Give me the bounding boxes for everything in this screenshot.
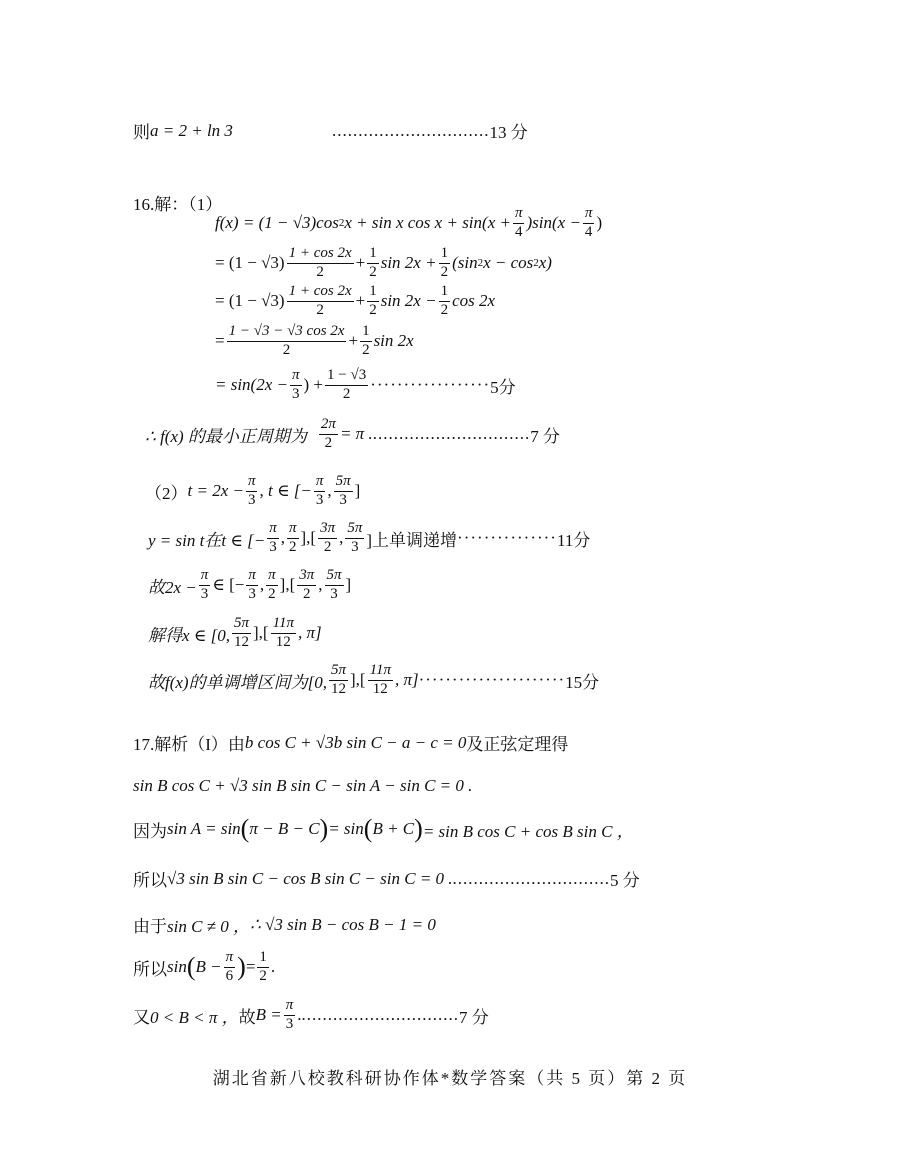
frac-num: π <box>314 474 326 492</box>
frac-den: 2 <box>316 301 324 318</box>
q16-step2 <box>215 284 495 319</box>
q17-l3-rp2: ) <box>414 814 423 843</box>
frac-den: 3 <box>351 538 359 555</box>
half-d <box>439 284 451 319</box>
frac-num: π <box>287 521 299 539</box>
frac-num: 3π <box>297 568 316 586</box>
five-pi-over-3-a <box>334 474 353 509</box>
gu-b: ∈ [− <box>212 575 245 595</box>
half-a <box>367 246 379 281</box>
frac-num: 1 + cos 2x <box>287 246 354 264</box>
s2-plus: + <box>355 291 366 311</box>
frac-num: 5π <box>334 474 353 492</box>
frac-num: 1 <box>439 284 451 302</box>
q17-l2: sin B cos C + √3 sin B sin C − sin A − sin C = 0 . <box>133 776 473 795</box>
frac-den: 12 <box>275 633 291 650</box>
frac-den: 2 <box>282 341 291 358</box>
period-score: 7 分 <box>530 426 560 446</box>
frac-num: π <box>267 521 279 539</box>
q17-l6-b: sin <box>167 957 187 977</box>
score-13 <box>332 118 528 143</box>
q16-step4 <box>215 368 516 403</box>
frac-den: 2 <box>369 301 377 318</box>
q17-line2 <box>133 776 472 796</box>
fin-dots: ······················ <box>418 670 566 690</box>
frac-den: 2 <box>303 585 311 602</box>
y-comma-a: , <box>280 528 285 548</box>
final-answer-line <box>133 118 233 143</box>
q17-l6-rp: ) <box>237 952 246 982</box>
y-comma-b: , <box>339 528 344 548</box>
frac-den: 2 <box>323 538 332 555</box>
q16-step3 <box>215 324 414 359</box>
q16-heading-text: 16.解：（1） <box>133 195 223 214</box>
q16-part2-sub <box>145 474 360 509</box>
pi-over-3-a <box>290 368 302 403</box>
q17-l3-lp2: ( <box>363 814 373 843</box>
q17-l1-b: b cos C + √3b sin C − a − c = 0 <box>244 732 467 752</box>
y-a: y = sin t在t ∈ [− <box>148 530 266 550</box>
pi-over-4-a <box>513 206 525 241</box>
q16-gu <box>148 568 351 603</box>
f-mid: x + sin x cos x + sin(x + <box>344 213 511 233</box>
frac-num: 3π <box>318 521 337 539</box>
q17-l3-rp1: ) <box>319 814 329 843</box>
fin-a: 故f(x)的单调增区间为[0, <box>148 672 327 692</box>
s2-c: sin 2x − <box>380 291 437 311</box>
frac-den: 3 <box>285 1015 294 1032</box>
gu-d: ] <box>345 575 352 595</box>
frac-den: 4 <box>584 223 593 240</box>
q17-l7-b: 0 < B < π ， <box>150 1007 239 1027</box>
s1-e: x − cos <box>483 253 534 273</box>
frac-num: π <box>284 998 296 1016</box>
frac-den: 12 <box>330 680 346 697</box>
five-pi-over-12-b <box>329 663 348 698</box>
frac-num: 1 <box>360 324 372 342</box>
pi-over-3-b <box>246 474 258 509</box>
fin-score: 15分 <box>565 672 600 692</box>
s1-c: sin 2x + <box>380 253 437 273</box>
q16-f-definition <box>215 206 602 241</box>
q17-line6 <box>133 950 275 985</box>
half-b <box>439 246 451 281</box>
pi-over-3-g <box>284 998 296 1033</box>
five-pi-over-3-b <box>345 521 364 556</box>
s3-frac <box>227 324 347 359</box>
pi-over-2-a <box>287 521 299 556</box>
gu-comma-a: , <box>259 575 265 595</box>
s1-frac <box>287 246 354 281</box>
frac-num: π <box>513 206 525 224</box>
period-a: ∴ f(x) 的最小正周期为 <box>145 426 307 446</box>
q17-l4-b: √3 sin B sin C − cos B sin C − sin C = 0 . <box>167 868 453 888</box>
q16-solve <box>148 616 322 651</box>
pi-over-4-b <box>583 206 595 241</box>
q17-l3-b: sin A = sin <box>167 819 241 838</box>
frac-den: 2 <box>324 434 333 451</box>
frac-den: 3 <box>339 491 347 508</box>
q17-line4 <box>133 866 640 891</box>
f-lhs: f(x) = (1 − √3)cos <box>215 213 339 233</box>
frac-den: 3 <box>200 585 209 602</box>
frac-den: 2 <box>369 263 377 280</box>
q17-line3 <box>133 816 634 842</box>
y-b: ],[ <box>300 528 317 548</box>
q16-period <box>145 417 560 452</box>
pi-over-3-e <box>199 568 211 603</box>
frac-num: π <box>266 568 278 586</box>
jie-b: ],[ <box>253 623 269 643</box>
jie-a: 解得x ∈ [0, <box>148 625 230 645</box>
frac-num: π <box>246 474 258 492</box>
a-equation: a = 2 + ln 3 <box>150 120 233 140</box>
frac-num: 1 <box>439 246 451 264</box>
frac-den: 3 <box>315 491 324 508</box>
p2-label: （2） <box>145 483 188 503</box>
fin-b: ],[ <box>349 670 366 690</box>
q17-l1-a: 17.解析（I）由 <box>133 735 245 754</box>
s3-plus: + <box>348 331 359 351</box>
q17-line1 <box>133 730 568 755</box>
frac-num: 11π <box>368 663 393 681</box>
q17-l3-f: = sin B cos C + cos B sin C ， <box>422 821 634 841</box>
q16-final <box>148 663 599 698</box>
y-dots: ··············· <box>457 528 557 548</box>
frac-num: 1 − √3 <box>325 368 368 386</box>
p2-comma: , <box>327 481 332 501</box>
q17-line7 <box>133 998 489 1033</box>
q17-l4-a: 所以 <box>133 871 167 890</box>
q17-l5-a: 由于 <box>133 917 167 936</box>
f-end: ) <box>596 213 603 233</box>
y-c: ]上单调递增 <box>366 530 458 550</box>
jie-c: , π] <box>298 623 322 643</box>
q17-l4-score: 5 分 <box>610 871 640 890</box>
q17-l3-a: 因为 <box>133 821 167 841</box>
gu-c: ],[ <box>279 575 296 595</box>
s2-d: cos 2x <box>452 291 496 311</box>
three-pi-over-2-b <box>297 568 316 603</box>
s3-c: sin 2x <box>373 331 414 351</box>
q16-step1 <box>215 246 552 281</box>
frac-num: π <box>290 368 302 386</box>
one-half <box>257 950 269 985</box>
s4-score: 5分 <box>490 377 516 397</box>
frac-den: 3 <box>248 585 256 602</box>
frac-num: 1 <box>367 284 379 302</box>
q17-l3-d: = sin <box>328 819 364 838</box>
fin-c: , π] <box>394 670 419 690</box>
q17-l7-score: 7 分 <box>458 1007 489 1027</box>
frac-num: 5π <box>329 663 348 681</box>
frac-den: 2 <box>268 585 276 602</box>
frac-den: 6 <box>225 967 234 984</box>
q17-l4-dots: .............................. <box>452 868 611 888</box>
period-dots: .............................. <box>372 424 531 444</box>
frac-den: 3 <box>247 491 256 508</box>
frac-den: 3 <box>292 385 300 402</box>
s2-frac <box>287 284 354 319</box>
frac-den: 2 <box>259 967 267 984</box>
q17-l6-e: . <box>270 957 276 977</box>
pi-over-6 <box>224 950 236 985</box>
frac-num: 1 + cos 2x <box>287 284 354 302</box>
frac-den: 2 <box>342 385 351 402</box>
sq-exp: 2 <box>533 257 539 270</box>
eleven-pi-over-12-a <box>271 616 296 651</box>
frac-den: 4 <box>514 223 523 240</box>
frac-den: 2 <box>362 341 370 358</box>
p2-c: , t ∈ [− <box>259 481 312 501</box>
q17-l3-c: π − B − C <box>249 819 320 838</box>
pi-over-3-f <box>246 568 258 603</box>
q17-l7-d: B = <box>255 1005 282 1025</box>
sq-exp: 2 <box>338 217 345 230</box>
three-pi-over-2-a <box>318 521 337 556</box>
frac-num: 2π <box>319 417 338 435</box>
frac-den: 2 <box>316 263 324 280</box>
frac-den: 3 <box>330 585 338 602</box>
frac-num: π <box>199 568 211 586</box>
q17-line5 <box>133 912 436 937</box>
frac-num: 5π <box>325 568 344 586</box>
five-pi-over-3-c <box>325 568 344 603</box>
half-e <box>360 324 372 359</box>
pi-over-3-c <box>314 474 326 509</box>
s1-d: (sin <box>452 253 478 273</box>
s1-plus: + <box>355 253 366 273</box>
frac-num: 5π <box>345 521 364 539</box>
q17-l6-a: 所以 <box>133 959 167 979</box>
q17-l7-e: . <box>297 1005 302 1025</box>
frac-num: 1 − √3 − √3 cos 2x <box>227 324 347 342</box>
pi-over-2-b <box>266 568 278 603</box>
sq-exp: 2 <box>477 257 484 270</box>
q17-l7-dots: .............................. <box>301 1005 459 1025</box>
frac-num: 5π <box>232 616 251 634</box>
gu-comma-b: , <box>318 575 323 595</box>
frac-den: 2 <box>440 263 449 280</box>
gu-a: 故2x − <box>148 577 197 597</box>
frac-num: π <box>583 206 595 224</box>
q17-l3-e: B + C <box>372 819 415 838</box>
frac-num: π <box>246 568 258 586</box>
q17-l7-a: 又 <box>133 1007 150 1027</box>
period-b: = π . <box>339 424 373 444</box>
q17-l5-b: sin C ≠ 0 ， <box>167 917 251 936</box>
q17-l3-lp1: ( <box>240 814 250 843</box>
score-value: 13 分 <box>489 123 528 142</box>
q17-l6-lp: ( <box>186 952 196 982</box>
s3-a: = <box>215 331 225 351</box>
frac-den: 2 <box>289 538 297 555</box>
period-frac <box>319 417 338 452</box>
s4-dots: ·················· <box>370 375 491 395</box>
s4-frac <box>325 368 368 403</box>
score-dots: .............................. <box>332 120 490 140</box>
pi-over-3-d <box>267 521 279 556</box>
q17-l6-c: B − <box>195 957 222 977</box>
q17-l6-d: = <box>245 957 256 977</box>
frac-den: 12 <box>372 680 388 697</box>
f-mid2: )sin(x − <box>526 213 581 233</box>
q17-l1-c: 及正弦定理得 <box>466 735 569 754</box>
ze-label: 则 <box>133 123 150 142</box>
frac-num: 11π <box>271 616 296 634</box>
s1-a: = (1 − √3) <box>215 253 285 273</box>
q16-sin-increasing <box>148 521 590 556</box>
s4-a: = sin(2x − <box>215 375 288 395</box>
eleven-pi-over-12-b <box>368 663 393 698</box>
five-pi-over-12-a <box>232 616 251 651</box>
p2-b: t = 2x − <box>187 481 244 501</box>
y-score: 11分 <box>556 530 591 550</box>
frac-num: 1 <box>367 246 379 264</box>
frac-den: 2 <box>440 301 449 318</box>
frac-den: 3 <box>269 538 277 555</box>
p2-d: ] <box>354 481 361 501</box>
s1-f: x) <box>538 253 552 273</box>
s4-b: ) + <box>303 375 324 395</box>
q17-l7-c: 故 <box>238 1007 256 1027</box>
q16-heading <box>133 190 222 215</box>
s2-a: = (1 − √3) <box>215 291 285 311</box>
frac-den: 12 <box>234 633 249 650</box>
half-c <box>367 284 379 319</box>
frac-num: π <box>224 950 236 968</box>
q17-l5-c: ∴ √3 sin B − cos B − 1 = 0 <box>250 914 436 934</box>
page-footer: 湖北省新八校教科研协作体*数学答案（共 5 页）第 2 页 <box>212 1069 688 1088</box>
frac-num: 1 <box>257 950 269 968</box>
